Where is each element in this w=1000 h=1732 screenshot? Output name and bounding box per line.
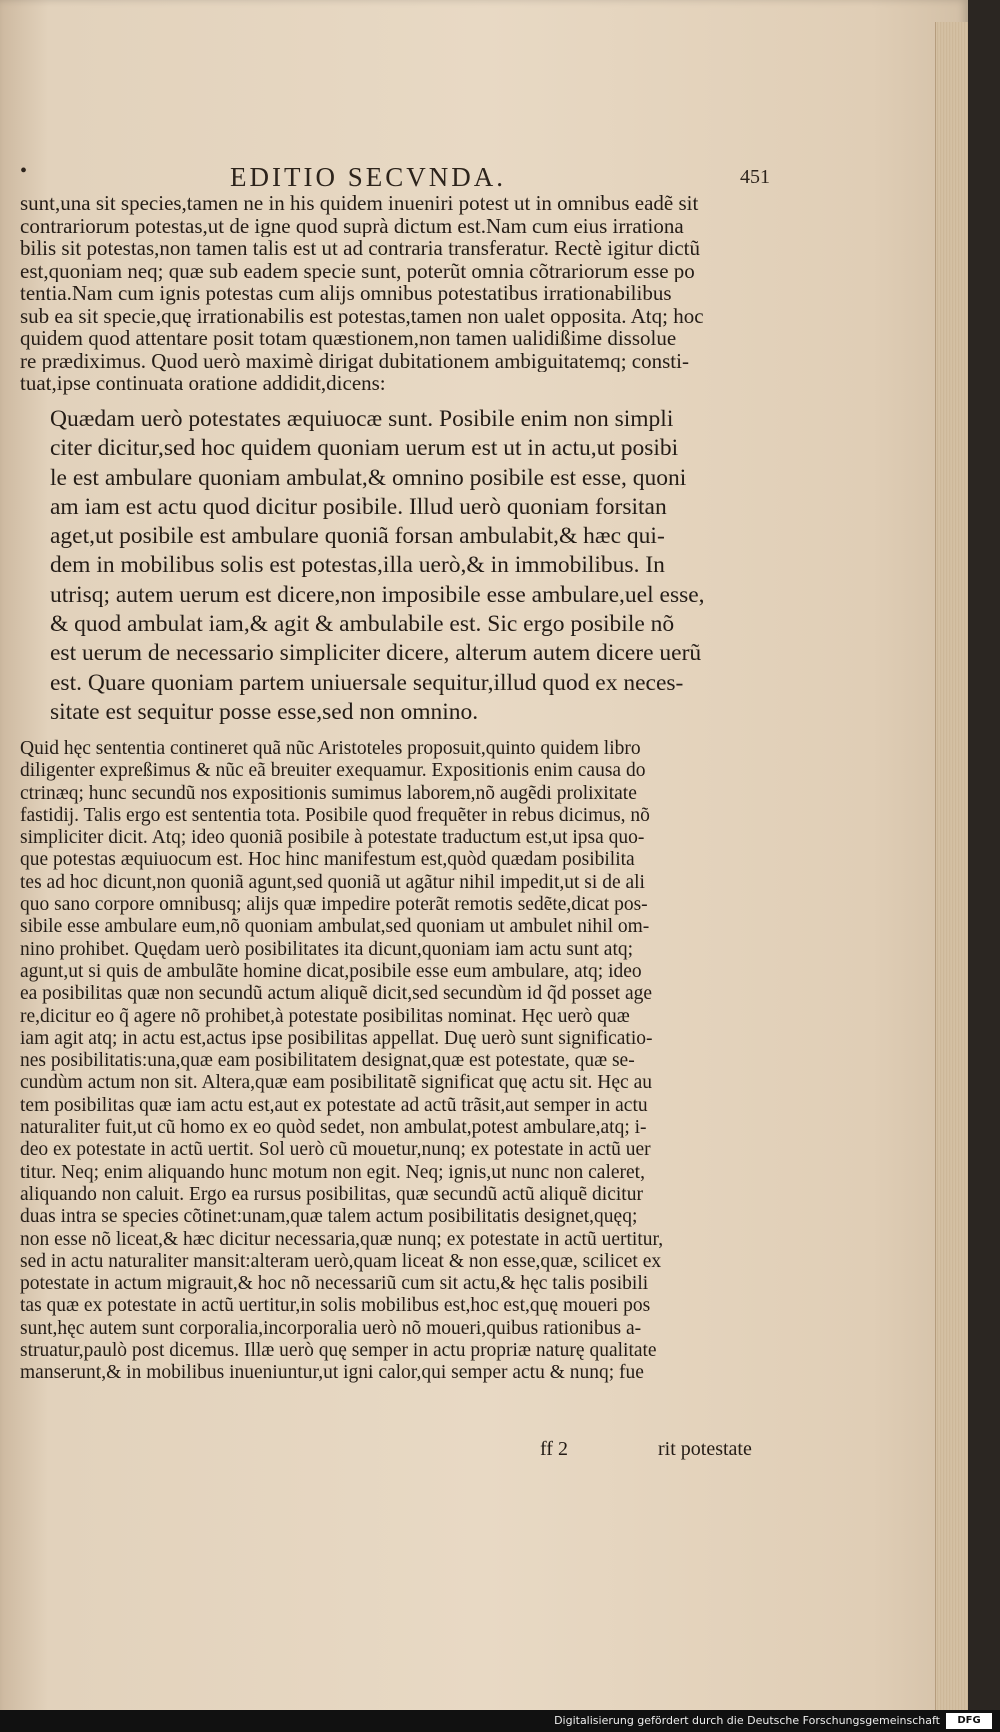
commentary-line: tem posibilitas quæ iam actu est,aut ex potestate ad actũ trãsit,aut semper in actu [20,1094,648,1116]
signature-mark: ff 2 [540,1438,568,1460]
commentary-line: quo sano corpore omnibusq; alijs quæ impedire poterãt remotis sedẽte,dicat pos- [20,894,648,916]
commentary-line: sunt,hęc autem sunt corporalia,incorporalia uerò nõ moueri,quibus rationibus a- [20,1317,642,1339]
commentary-line: potestate in actum migrauit,& hoc nõ necessariũ cum sit actu,& hęc talis posibili [20,1273,649,1295]
commentary-line: simpliciter dicit. Atq; ideo quoniã posibile à potestate traductum est,ut ipsa quo- [20,827,645,849]
commentary-line: tuat,ipse continuata oratione addidit,dicens: [20,372,386,395]
quote-line: est uerum de necessario simpliciter dicere, alterum autem dicere uerũ [50,640,702,667]
commentary-line: fastidij. Talis ergo est sententia tota. Posibile quod frequẽter in rebus dicimus, nõ [20,804,650,826]
quote-line: aget,ut posibile est ambulare quoniã forsan ambulabit,& hæc qui- [50,523,665,550]
commentary-line: contrariorum potestas,ut de igne quod suprà dictum est.Nam cum eius irrationa [20,214,684,237]
digitization-banner [0,1710,1000,1732]
commentary-line: struatur,paulò post dicemus. Illæ uerò quę semper in actu propriæ naturę qualitate [20,1340,657,1362]
commentary-line: naturaliter fuit,ut cũ homo ex eo quòd sedet, non ambulat,potest ambulare,atq; i- [20,1117,647,1139]
quote-line: & quod ambulat iam,& agit & ambulabile est. Sic ergo posibile nõ [50,611,675,638]
commentary-line: sed in actu naturaliter mansit:alteram uerò,quam liceat & non esse,quæ, scilicet ex [20,1250,662,1272]
commentary-line: diligenter expreßimus & nũc eã breuiter exequamur. Expositionis enim causa do [20,760,646,782]
commentary-line: iam agit atq; in actu est,actus ipse posibilitas appellat. Duę uerò sunt significatio- [20,1027,653,1049]
commentary-line: duas intra se species cõtinet:unam,quæ talem actum posibilitatis designet,quęq; [20,1206,638,1228]
commentary-line: sunt,una sit species,tamen ne in his quidem inueniri potest ut in omnibus eadẽ sit [20,192,699,215]
commentary-paragraph-1 [20,192,775,395]
aristotle-quote [20,405,775,727]
quote-line: est. Quare quoniam partem uniuersale sequitur,illud quod ex neces- [50,669,684,696]
commentary-line: est,quoniam neq; quæ sub eadem specie sunt, poterũt omnia cõtrariorum esse po [20,259,695,282]
header-mark: • [20,160,28,182]
dfg-logo: DFG [946,1713,992,1729]
commentary-line: tes ad hoc dicunt,non quoniã agunt,sed quoniã ut agãtur nihil impedit,ut si de ali [20,871,645,893]
page-edge [935,22,968,1712]
commentary-line: Quid hęc sententia contineret quã nũc Aristoteles proposuit,quinto quidem libro [20,738,641,759]
quote-line: am iam est actu quod dicitur posibile. Illud uerò quoniam forsitan [50,493,667,520]
running-head: EDITIO SECVNDA. [230,162,506,192]
commentary-line: bilis sit potestas,non tamen talis est ut ad contraria transferatur. Rectè igitur dictũ [20,237,700,260]
quote-line: le est ambulare quoniam ambulat,& omnino posibile est esse, quoni [50,464,687,491]
commentary-line: tas quæ ex potestate in actũ uertitur,in solis mobilibus est,hoc est,quę moueri pos [20,1295,651,1317]
commentary-line: nes posibilitatis:una,quæ eam posibilitatem designat,quæ est potestate, quæ se- [20,1050,635,1072]
quote-line: Quædam uerò potestates æquiuocæ sunt. Posibile enim non simpli [50,406,674,432]
commentary-line: deo ex potestate in actũ uertit. Sol uerò cũ mouetur,nunq; ex potestate in actũ uer [20,1139,651,1161]
quote-line: sitate est sequitur posse esse,sed non omnino. [50,698,479,725]
commentary-line: quidem quod attentare posit totam quæstionem,non tamen ualidißime dissolue [20,327,677,350]
banner-text: Digitalisierung gefördert durch die Deutsche Forschungsgemeinschaft [554,1714,940,1727]
commentary-line: agunt,ut si quis de ambulãte homine dicat,posibile esse eum ambulare, atq; ideo [20,960,642,982]
commentary-line: re,dicitur eo q̃ agere nõ prohibet,à potestate posibilitas nominat. Hęc uerò quæ [20,1005,630,1027]
commentary-line: cundùm actum non sit. Altera,quæ eam posibilitatẽ significat quę actu sit. Hęc au [20,1072,652,1094]
commentary-line: que potestas æquiuocum est. Hoc hinc manifestum est,quòd quædam posibilita [20,849,635,871]
catchword: rit potestate [658,1438,752,1460]
commentary-line: sibile esse ambulare eum,nõ quoniam ambulat,sed quoniam ut ambulet nihil om- [20,916,650,938]
commentary-line: re prædiximus. Quod uerò maximè dirigat dubitationem ambiguitatemq; consti- [20,349,689,372]
commentary-line: sub ea sit specie,quę irrationabilis est potestas,tamen non ualet opposita. Atq; hoc [20,304,704,327]
commentary-line: ea posibilitas quæ non secundũ actum aliquẽ dicit,sed secundùm id q̃d posset age [20,983,652,1005]
commentary-line: nino prohibet. Quędam uerò posibilitates ita dicunt,quoniam iam actu sunt atq; [20,938,634,960]
commentary-line: titur. Neq; enim aliquando hunc motum non egit. Neq; ignis,ut nunc non caleret, [20,1161,645,1183]
commentary-line: non esse nõ liceat,& hæc dicitur necessaria,quæ nunq; ex potestate in actũ uertitur, [20,1228,664,1250]
quote-line: citer dicitur,sed hoc quidem quoniam uerum est ut in actu,ut posibi [50,435,679,462]
quote-line: dem in mobilibus solis est potestas,illa uerò,& in immobilibus. In [50,552,665,579]
commentary-line: ctrinæq; hunc secundũ nos expositionis sumimus laborem,nõ augẽdi prolixitate [20,782,637,804]
page-number: 451 [740,166,770,188]
quote-line: utrisq; autem uerum est dicere,non imposibile esse ambulare,uel esse, [50,581,705,608]
commentary-line: manserunt,& in mobilibus inueniuntur,ut igni calor,qui semper actu & nunq; fue [20,1362,644,1384]
commentary-paragraph-2 [20,738,775,1385]
commentary-line: tentia.Nam cum ignis potestas cum alijs omnibus potestatibus irrationabilibus [20,282,672,305]
commentary-line: aliquando non caluit. Ergo ea rursus posibilitas, quæ secundũ actũ aliquẽ dicitur [20,1183,643,1205]
